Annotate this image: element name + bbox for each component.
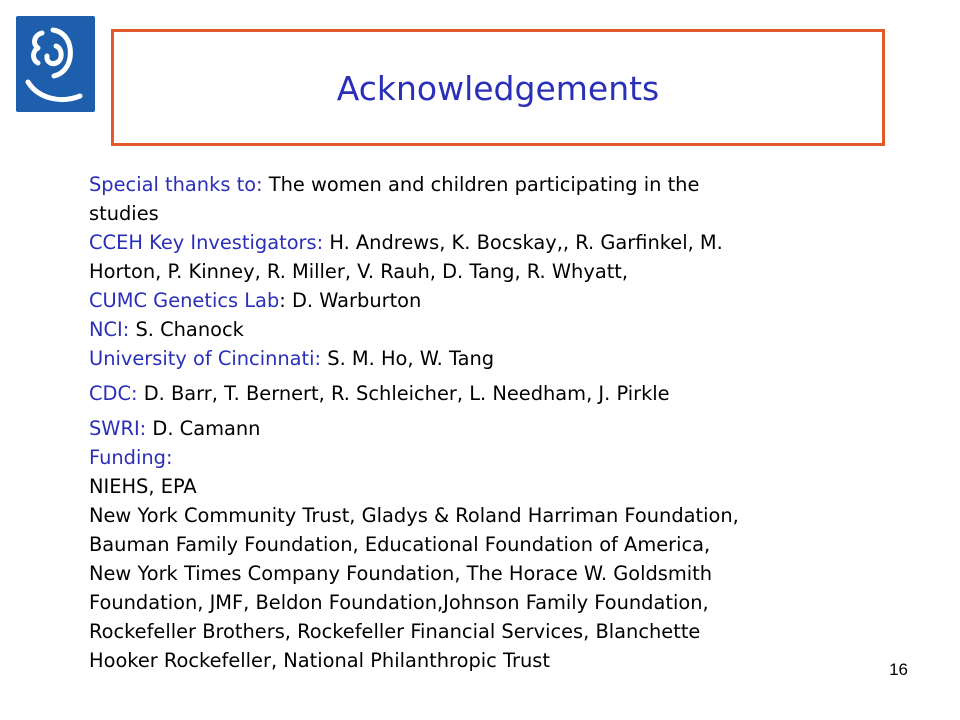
cdc-label: CDC: <box>89 382 138 405</box>
special-thanks-line <box>89 170 889 199</box>
funding-line-4: New York Times Company Foundation, The Horace W. Goldsmith <box>89 562 713 585</box>
nci-label: NCI: <box>89 318 130 341</box>
cumc-line <box>89 286 889 315</box>
cceh-line <box>89 228 889 257</box>
page-number: 16 <box>889 660 908 679</box>
special-thanks-label: Special thanks to: <box>89 173 263 196</box>
funding-line-3: Bauman Family Foundation, Educational Foundation of America, <box>89 533 711 556</box>
mother-child-logo-icon <box>16 16 95 112</box>
slide-title: Acknowledgements <box>336 69 660 108</box>
cumc-label: CUMC Genetics Lab <box>89 289 280 312</box>
funding-line-5: Foundation, JMF, Beldon Foundation,Johnson Family Foundation, <box>89 591 709 614</box>
cceh-text: H. Andrews, K. Bocskay,, R. Garfinkel, M. <box>329 231 723 254</box>
cincinnati-line <box>89 344 889 373</box>
cincinnati-text: S. M. Ho, W. Tang <box>327 347 495 370</box>
cdc-line <box>89 379 889 408</box>
acknowledgements-body <box>89 170 889 675</box>
funding-line-2: New York Community Trust, Gladys & Roland Harriman Foundation, <box>89 504 739 527</box>
funding-line-1: NIEHS, EPA <box>89 475 197 498</box>
cincinnati-label: University of Cincinnati: <box>89 347 322 370</box>
nci-line <box>89 315 889 344</box>
swri-line <box>89 414 889 443</box>
funding-label: Funding: <box>89 446 173 469</box>
swri-label: SWRI: <box>89 417 147 440</box>
cumc-text: : D. Warburton <box>279 289 422 312</box>
cceh-continuation: Horton, P. Kinney, R. Miller, V. Rauh, D. Tang, R. Whyatt, <box>89 260 629 283</box>
funding-line-7: Hooker Rockefeller, National Philanthropic Trust <box>89 649 550 672</box>
swri-text: D. Camann <box>152 417 261 440</box>
nci-text: S. Chanock <box>135 318 244 341</box>
cdc-text: D. Barr, T. Bernert, R. Schleicher, L. Needham, J. Pirkle <box>143 382 670 405</box>
cceh-label: CCEH Key Investigators: <box>89 231 324 254</box>
funding-line-6: Rockefeller Brothers, Rockefeller Financial Services, Blanchette <box>89 620 701 643</box>
special-thanks-continuation: studies <box>89 202 159 225</box>
title-box <box>111 29 885 146</box>
special-thanks-text: The women and children participating in the <box>268 173 700 196</box>
